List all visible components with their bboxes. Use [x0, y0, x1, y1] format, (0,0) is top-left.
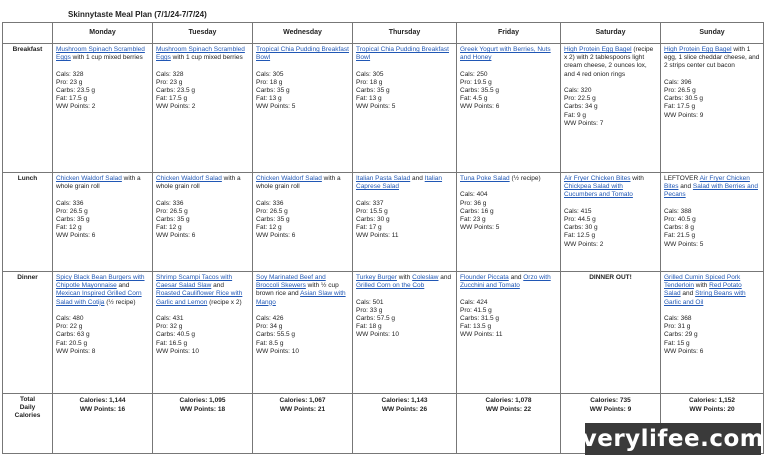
day-header: Thursday	[353, 23, 457, 44]
nutrition-stat: Carbs: 35 g	[256, 87, 290, 94]
meal-note: with	[396, 274, 413, 281]
recipe-link[interactable]: Tuna Poke Salad	[460, 175, 510, 182]
nutrition-stat: Fat: 12 g	[56, 224, 82, 232]
meal-note: with 1 egg, 1 slice cheddar cheese, and 2 strips center cut bacon	[664, 46, 760, 70]
meal-description	[256, 175, 349, 191]
meal-description	[356, 46, 453, 62]
recipe-link[interactable]: Mushroom Spinach Scrambled Eggs	[56, 46, 145, 62]
nutrition-stat: Carbs: 35 g	[56, 216, 90, 223]
nutrition-stat: Cals: 328	[156, 70, 184, 78]
meal-note: with a whole grain roll	[156, 175, 241, 191]
recipe-link[interactable]: Salad with Berries and Pecans	[664, 183, 758, 199]
nutrition-stat: WW Points: 2	[156, 103, 196, 111]
dinner-cell	[353, 272, 457, 394]
recipe-link[interactable]: Italian Pasta Salad	[356, 175, 411, 182]
nutrition-stat: WW Points: 5	[460, 224, 500, 232]
row-label-dinner: Dinner	[3, 272, 53, 394]
nutrition-stat: Fat: 12.5 g	[564, 232, 596, 240]
meal-description	[256, 274, 349, 307]
meal-note: and	[680, 290, 696, 298]
breakfast-cell	[53, 44, 153, 173]
breakfast-cell	[661, 44, 764, 173]
nutrition-stat: Cals: 480	[56, 315, 84, 322]
nutrition-stat: Pro: 26.5 g	[56, 207, 88, 215]
spacer	[460, 62, 557, 70]
recipe-link[interactable]: Red Potato Salad	[664, 282, 742, 298]
daily-total-cell	[457, 394, 561, 454]
total-label-line: Daily	[19, 404, 36, 412]
meal-description	[156, 274, 249, 307]
recipe-link[interactable]: Chicken Waldorf Salad	[256, 175, 322, 182]
nutrition-stat: Carbs: 8 g	[664, 224, 694, 232]
nutrition-stat: Cals: 328	[56, 70, 84, 78]
recipe-link[interactable]: Flounder Piccata	[460, 274, 509, 281]
nutrition-stat: Carbs: 35 g	[156, 216, 190, 223]
nutrition-stat: Pro: 34 g	[256, 323, 283, 331]
nutrition-stat: Carbs: 23.5 g	[156, 87, 196, 94]
meal-description	[156, 175, 249, 191]
recipe-link[interactable]: Roasted Cauliflower Rice with Garlic and Lemon	[156, 290, 243, 306]
nutrition-stat: WW Points: 2	[564, 240, 604, 248]
nutrition-stat: Fat: 13 g	[356, 95, 382, 103]
daily-calories: Calories: 1,078	[485, 397, 532, 404]
spacer	[56, 191, 149, 199]
daily-calories: Calories: 1,144	[79, 397, 126, 404]
dinner-cell: DINNER OUT!	[561, 272, 661, 394]
nutrition-stat: Carbs: 31.5 g	[460, 315, 500, 322]
meal-note: (recipe x 2) with 2 tablespoons light cream cheese, 2 ounces lox, and 4 red onion rings	[564, 46, 654, 78]
meal-description	[564, 175, 657, 200]
meal-note: and	[211, 282, 224, 290]
meal-description	[664, 274, 760, 307]
nutrition-stat: WW Points: 5	[256, 103, 296, 111]
meal-note: and	[410, 175, 425, 182]
total-label-line: Total	[19, 396, 36, 403]
spacer	[664, 71, 760, 79]
recipe-link[interactable]: Air Fryer Chicken Bites	[564, 175, 631, 182]
dinner-cell	[457, 272, 561, 394]
nutrition-stat: WW Points: 6	[664, 347, 704, 355]
nutrition-stat: Pro: 19.5 g	[460, 78, 492, 86]
nutrition-stat: Pro: 23 g	[56, 78, 83, 86]
daily-ww-points: WW Points: 20	[689, 406, 735, 413]
nutrition-stat: WW Points: 6	[56, 232, 96, 240]
nutrition-stat: Fat: 18 g	[356, 323, 382, 331]
dinner-cell	[153, 272, 253, 394]
lunch-cell	[153, 173, 253, 272]
nutrition-stat: Fat: 12 g	[156, 224, 182, 232]
meal-note: with 1 cup mixed berries	[70, 54, 143, 62]
lunch-cell	[53, 173, 153, 272]
nutrition-stat: Fat: 17 g	[356, 224, 382, 232]
spacer	[460, 183, 557, 191]
meal-note: and	[678, 183, 693, 191]
nutrition-stat: WW Points: 8	[56, 347, 96, 355]
row-label-total	[3, 394, 53, 454]
nutrition-stat: Cals: 337	[356, 199, 384, 207]
recipe-link[interactable]: Asian Slaw with Mango	[256, 290, 346, 306]
spacer	[564, 200, 657, 208]
nutrition-stat: Cals: 388	[664, 207, 692, 215]
meal-description	[256, 46, 349, 62]
day-header: Sunday	[661, 23, 764, 44]
meal-note: with 1 cup mixed berries	[170, 54, 243, 62]
lunch-cell	[353, 173, 457, 272]
nutrition-stat: Carbs: 63 g	[56, 331, 90, 339]
nutrition-stat: WW Points: 7	[564, 119, 604, 127]
meal-description	[564, 46, 657, 79]
nutrition-stat: Cals: 305	[356, 70, 384, 78]
nutrition-stat: WW Points: 6	[460, 103, 500, 111]
recipe-link[interactable]: Greek Yogurt with Berries, Nuts and Honey	[460, 46, 551, 62]
nutrition-stat: Cals: 501	[356, 298, 384, 306]
nutrition-stat: Pro: 18 g	[256, 78, 283, 86]
recipe-link[interactable]: Turkey Burger	[356, 274, 397, 281]
nutrition-stat: Cals: 336	[256, 199, 284, 207]
breakfast-row	[3, 44, 764, 173]
nutrition-stat: Fat: 23 g	[460, 216, 486, 223]
meal-description	[356, 175, 453, 191]
meal-note: with ½ cup brown rice and	[256, 282, 339, 298]
meal-note: LEFTOVER	[664, 175, 700, 182]
lunch-cell	[457, 173, 561, 272]
spacer	[256, 191, 349, 199]
daily-total-cell	[253, 394, 353, 454]
recipe-link[interactable]: Chicken Waldorf Salad	[156, 175, 222, 182]
meal-note: with a whole grain roll	[56, 175, 141, 191]
nutrition-stat: Pro: 22 g	[56, 323, 83, 331]
nutrition-stat: WW Points: 10	[256, 347, 299, 355]
meal-note: with a whole grain roll	[256, 175, 341, 191]
nutrition-stat: Fat: 20.5 g	[56, 339, 88, 347]
recipe-link[interactable]: Chickpea Salad with Cucumbers and Tomato	[564, 183, 633, 199]
nutrition-stat: Carbs: 35.5 g	[460, 87, 500, 94]
daily-total-cell	[153, 394, 253, 454]
nutrition-stat: WW Points: 11	[460, 331, 503, 339]
nutrition-stat: Pro: 26.5 g	[664, 87, 696, 94]
spacer	[664, 307, 760, 315]
meal-description	[664, 175, 760, 200]
nutrition-stat: Fat: 17.5 g	[56, 95, 88, 103]
meal-description	[56, 46, 149, 62]
recipe-link[interactable]: Soy Marinated Beef and Broccoli Skewers	[256, 274, 326, 290]
nutrition-stat: Fat: 12 g	[256, 224, 282, 232]
nutrition-stat: Pro: 40.5 g	[664, 216, 696, 223]
nutrition-stat: Pro: 15.5 g	[356, 207, 388, 215]
nutrition-stat: Pro: 36 g	[460, 199, 487, 207]
spacer	[564, 79, 657, 87]
meal-description	[356, 274, 453, 290]
spacer	[156, 307, 249, 315]
daily-ww-points: WW Points: 21	[279, 406, 326, 413]
nutrition-stat: WW Points: 10	[156, 347, 199, 355]
daily-calories: Calories: 1,152	[689, 397, 735, 404]
nutrition-stat: Carbs: 16 g	[460, 207, 494, 215]
recipe-link[interactable]: Chicken Waldorf Salad	[56, 175, 122, 182]
spacer	[356, 191, 453, 199]
nutrition-stat: Fat: 8.5 g	[256, 339, 284, 347]
recipe-link[interactable]: Tropical Chia Pudding Breakfast Bowl	[356, 46, 449, 62]
recipe-link[interactable]: Grilled Corn on the Cob	[356, 282, 425, 290]
meal-note: and	[508, 274, 524, 281]
meal-description	[156, 46, 249, 62]
nutrition-stat: Cals: 305	[256, 70, 284, 78]
nutrition-stat: Cals: 336	[56, 199, 84, 207]
nutrition-stat: WW Points: 10	[356, 331, 399, 339]
spacer	[664, 200, 760, 208]
nutrition-stat: Cals: 404	[460, 191, 488, 199]
recipe-link[interactable]: High Protein Egg Bagel	[564, 46, 632, 53]
daily-ww-points: WW Points: 22	[485, 406, 532, 413]
nutrition-stat: Cals: 431	[156, 315, 184, 322]
daily-ww-points: WW Points: 26	[381, 406, 428, 413]
recipe-link[interactable]: High Protein Egg Bagel	[664, 46, 732, 53]
daily-total-cell	[53, 394, 153, 454]
nutrition-stat: Fat: 21.5 g	[664, 232, 696, 240]
meal-description	[664, 46, 760, 71]
nutrition-stat: WW Points: 6	[156, 232, 196, 240]
spacer	[356, 290, 453, 298]
daily-ww-points: WW Points: 16	[79, 406, 126, 413]
recipe-link[interactable]: Orzo with Zucchini and Tomato	[460, 274, 551, 290]
meal-note: and	[116, 282, 130, 290]
daily-ww-points: WW Points: 18	[179, 406, 226, 413]
recipe-link[interactable]: Italian Caprese Salad	[356, 175, 443, 191]
nutrition-stat: Carbs: 30 g	[564, 224, 598, 232]
nutrition-stat: Pro: 41.5 g	[460, 306, 492, 314]
nutrition-stat: Cals: 336	[156, 199, 184, 207]
dinner-cell	[661, 272, 764, 394]
breakfast-cell	[457, 44, 561, 173]
meal-note: (½ recipe)	[104, 298, 136, 306]
breakfast-cell	[153, 44, 253, 173]
breakfast-cell	[561, 44, 661, 173]
nutrition-stat: Carbs: 40.5 g	[156, 331, 196, 339]
nutrition-stat: Carbs: 30.5 g	[664, 95, 704, 103]
nutrition-stat: WW Points: 5	[664, 240, 704, 248]
meal-note: with	[630, 175, 644, 182]
nutrition-stat: Fat: 17.5 g	[664, 103, 696, 111]
nutrition-stat: Cals: 424	[460, 298, 488, 306]
spacer	[56, 62, 149, 70]
nutrition-stat: Fat: 4.5 g	[460, 95, 488, 103]
nutrition-stat: Carbs: 30 g	[356, 216, 390, 223]
day-header: Tuesday	[153, 23, 253, 44]
nutrition-stat: Carbs: 34 g	[564, 103, 598, 111]
nutrition-stat: WW Points: 9	[664, 111, 704, 119]
nutrition-stat: Fat: 9 g	[564, 111, 587, 119]
nutrition-stat: Fat: 13.5 g	[460, 323, 492, 331]
meal-note: and	[438, 274, 452, 281]
recipe-link[interactable]: Shrimp Scampi Tacos with Caesar Salad Slaw	[156, 274, 233, 290]
meal-note: (½ recipe)	[509, 175, 541, 182]
spacer	[356, 62, 453, 70]
nutrition-stat: Pro: 26.5 g	[156, 207, 188, 215]
breakfast-cell	[253, 44, 353, 173]
nutrition-stat: Pro: 22.5 g	[564, 95, 596, 103]
lunch-row	[3, 173, 764, 272]
nutrition-stat: Cals: 368	[664, 315, 692, 322]
daily-calories: Calories: 735	[590, 397, 631, 404]
nutrition-stat: Carbs: 35 g	[256, 216, 290, 223]
recipe-link[interactable]: Grilled Cumin Spiced Pork Tenderloin	[664, 274, 741, 290]
meal-plan-table	[2, 22, 764, 454]
nutrition-stat: Carbs: 55.5 g	[256, 331, 296, 339]
nutrition-stat: Cals: 415	[564, 207, 592, 215]
nutrition-stat: WW Points: 11	[356, 232, 399, 240]
daily-ww-points: WW Points: 9	[589, 406, 632, 413]
nutrition-stat: Carbs: 23.5 g	[56, 87, 96, 94]
day-header: Saturday	[561, 23, 661, 44]
daily-calories: Calories: 1,143	[381, 397, 428, 404]
header-row	[3, 23, 764, 44]
meal-description	[56, 274, 149, 307]
dinner-row	[3, 272, 764, 394]
recipe-link[interactable]: Tropical Chia Pudding Breakfast Bowl	[256, 46, 349, 62]
spacer	[56, 307, 149, 315]
nutrition-stat: Fat: 13 g	[256, 95, 282, 103]
daily-total-cell	[353, 394, 457, 454]
meal-description	[460, 46, 557, 62]
nutrition-stat: WW Points: 6	[256, 232, 296, 240]
meal-description	[460, 274, 557, 290]
nutrition-stat: Cals: 396	[664, 78, 692, 86]
nutrition-stat: Cals: 320	[564, 87, 592, 94]
corner-cell	[3, 23, 53, 44]
meal-note: with	[694, 282, 710, 290]
spacer	[256, 62, 349, 70]
meal-description	[56, 175, 149, 191]
nutrition-stat: Pro: 23 g	[156, 78, 183, 86]
spacer	[156, 191, 249, 199]
page-title: Skinnytaste Meal Plan (7/1/24-7/7/24)	[68, 10, 207, 19]
recipe-link[interactable]: String Beans with Garlic and Oil	[664, 290, 746, 306]
meal-note: (recipe x 2)	[207, 298, 242, 306]
spacer	[156, 62, 249, 70]
total-label-line: Calories	[14, 412, 41, 420]
nutrition-stat: Carbs: 57.5 g	[356, 315, 396, 322]
nutrition-stat: Pro: 33 g	[356, 306, 383, 314]
nutrition-stat: Carbs: 29 g	[664, 331, 698, 339]
nutrition-stat: Pro: 18 g	[356, 78, 383, 86]
meal-description	[460, 175, 557, 183]
nutrition-stat: Carbs: 35 g	[356, 87, 390, 94]
day-header: Friday	[457, 23, 561, 44]
nutrition-stat: Fat: 17.5 g	[156, 95, 188, 103]
spacer	[256, 307, 349, 315]
day-header: Wednesday	[253, 23, 353, 44]
nutrition-stat: Pro: 44.5 g	[564, 216, 596, 223]
nutrition-stat: Cals: 250	[460, 70, 488, 78]
watermark-logo: verylifee.com	[585, 423, 761, 455]
dinner-cell	[53, 272, 153, 394]
recipe-link[interactable]: Coleslaw	[412, 274, 439, 281]
lunch-cell	[253, 173, 353, 272]
nutrition-stat: Pro: 26.5 g	[256, 207, 288, 215]
nutrition-stat: Fat: 15 g	[664, 339, 690, 347]
breakfast-cell	[353, 44, 457, 173]
nutrition-stat: WW Points: 5	[356, 103, 396, 111]
nutrition-stat: Cals: 426	[256, 315, 284, 322]
nutrition-stat: Fat: 16.5 g	[156, 339, 188, 347]
lunch-cell	[561, 173, 661, 272]
daily-calories: Calories: 1,067	[279, 397, 326, 404]
row-label-breakfast: Breakfast	[3, 44, 53, 173]
recipe-link[interactable]: Mexican Inspired Grilled Corn Salad with Cotija	[56, 290, 142, 306]
recipe-link[interactable]: Spicy Black Bean Burgers with Chipotle Mayonnaise	[56, 274, 145, 290]
row-label-lunch: Lunch	[3, 173, 53, 272]
spacer	[460, 290, 557, 298]
day-header: Monday	[53, 23, 153, 44]
nutrition-stat: Pro: 31 g	[664, 323, 691, 331]
lunch-cell	[661, 173, 764, 272]
recipe-link[interactable]: Air Fryer Chicken Bites	[664, 175, 750, 191]
daily-calories: Calories: 1,095	[179, 397, 226, 404]
nutrition-stat: Pro: 32 g	[156, 323, 183, 331]
recipe-link[interactable]: Mushroom Spinach Scrambled Eggs	[156, 46, 245, 62]
dinner-cell	[253, 272, 353, 394]
nutrition-stat: WW Points: 2	[56, 103, 96, 111]
